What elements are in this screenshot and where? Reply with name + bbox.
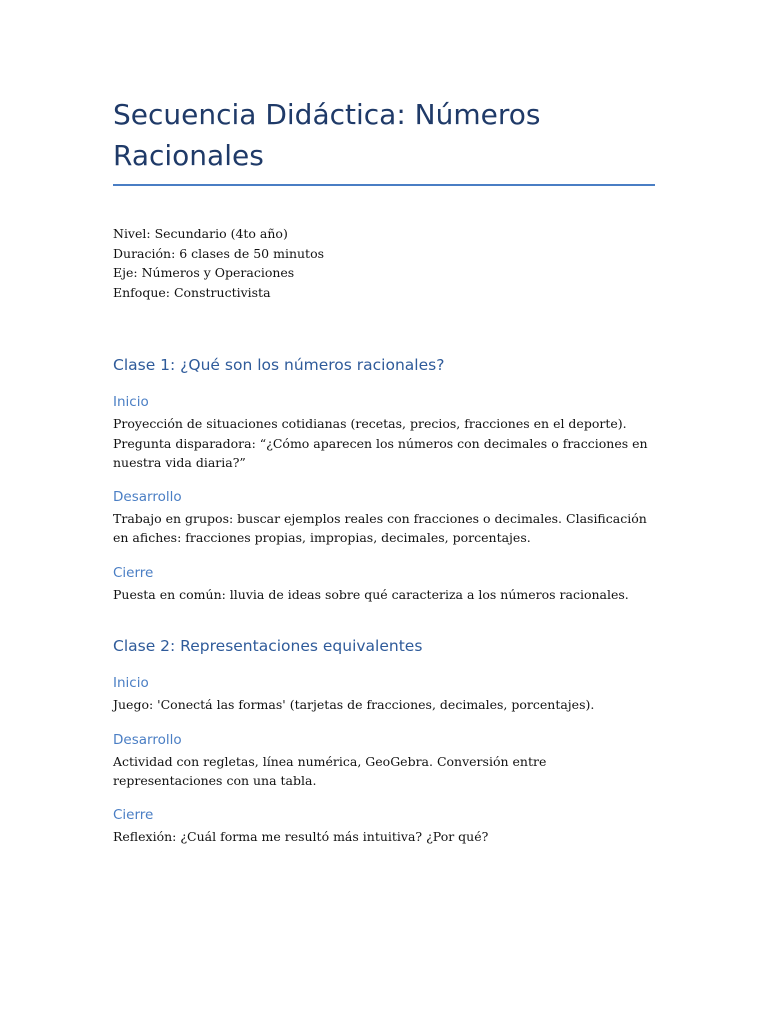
clase-1-cierre-heading: Cierre xyxy=(113,564,154,581)
clase-1-title: Clase 1: ¿Qué son los números racionales? xyxy=(113,356,445,374)
meta-duracion: Duración: 6 clases de 50 minutos xyxy=(113,245,325,261)
clase-1-inicio-heading: Inicio xyxy=(113,394,149,410)
clase-1-desarrollo-text: Trabajo en grupos: buscar ejemplos reales con fracciones o decimales. Clasificación en afiches: fracciones propias, impropias, decimales, porcentajes. xyxy=(113,510,647,545)
meta-nivel: Nivel: Secundario (4to año) xyxy=(113,226,288,241)
clase-1-section xyxy=(113,355,655,604)
document-title: Secuencia Didáctica: Números Racionales xyxy=(113,98,541,172)
clase-2-inicio-heading: Inicio xyxy=(113,675,149,691)
clase-2-cierre-heading: Cierre xyxy=(113,806,154,823)
clase-2-title: Clase 2: Representaciones equivalentes xyxy=(113,637,423,655)
document-meta xyxy=(113,224,655,302)
clase-2-desarrollo-text: Actividad con regletas, línea numérica, GeoGebra. Conversión entre representaciones con una tabla. xyxy=(113,753,547,788)
document-page xyxy=(113,94,655,846)
clase-1-desarrollo-heading: Desarrollo xyxy=(113,488,182,505)
title-underline xyxy=(113,184,655,186)
clase-2-section xyxy=(113,636,655,846)
clase-2-inicio-text: Juego: 'Conectá las formas' (tarjetas de fracciones, decimales, porcentajes). xyxy=(113,697,595,712)
clase-2-desarrollo-heading: Desarrollo xyxy=(113,731,182,748)
meta-eje: Eje: Números y Operaciones xyxy=(113,265,295,280)
clase-1-inicio-text: Proyección de situaciones cotidianas (recetas, precios, fracciones en el deporte). Pregunta disparadora: “¿Cómo aparecen los números con decimales o fracciones en nuestra vida diaria?” xyxy=(113,416,648,470)
clase-2-cierre-text: Reflexión: ¿Cuál forma me resultó más intuitiva? ¿Por qué? xyxy=(113,828,489,844)
meta-enfoque: Enfoque: Constructivista xyxy=(113,284,271,300)
clase-1-cierre-text: Puesta en común: lluvia de ideas sobre qué caracteriza a los números racionales. xyxy=(113,586,629,602)
